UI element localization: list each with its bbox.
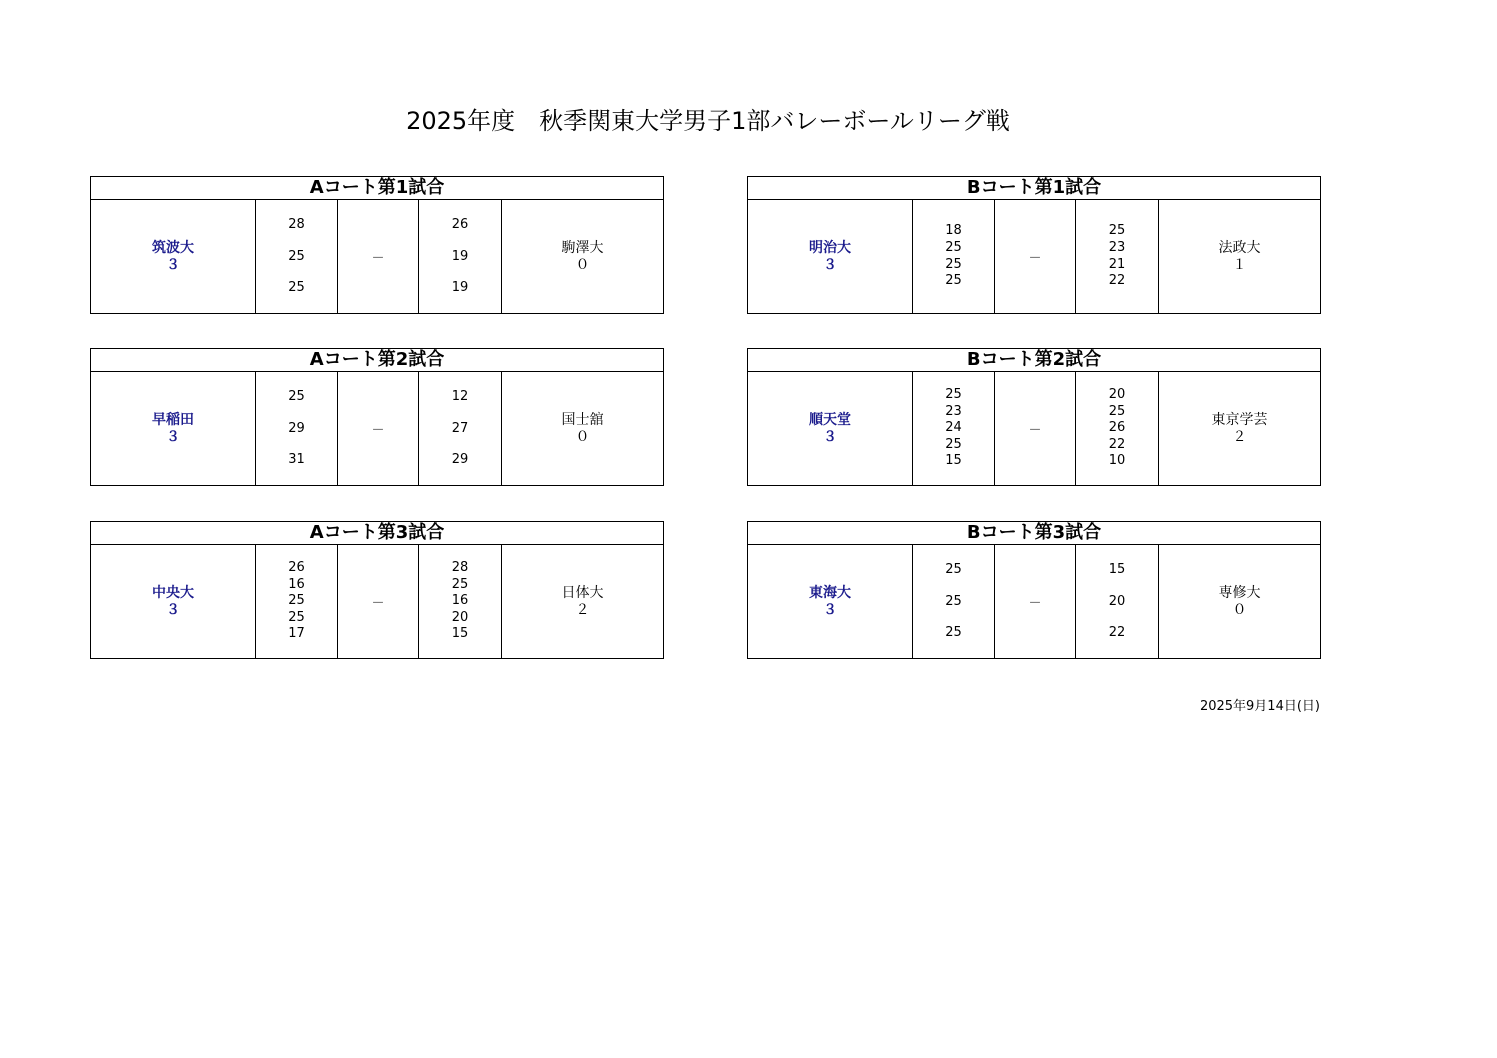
- set-score: 21: [1108, 256, 1126, 272]
- match-header: Bコート第1試合: [748, 177, 1320, 200]
- match-a3: [90, 521, 664, 659]
- sets-won: ０: [1232, 601, 1247, 618]
- set-score: 25: [945, 625, 962, 640]
- set-score: 29: [451, 452, 469, 467]
- home-set-scores: [255, 545, 337, 658]
- set-score: 24: [945, 420, 962, 436]
- sets-won: ２: [575, 601, 590, 618]
- set-score: 16: [451, 593, 469, 609]
- match-b2: [747, 348, 1321, 486]
- away-set-scores: [419, 200, 501, 313]
- away-team: [1158, 200, 1320, 313]
- set-score: 12: [451, 389, 469, 404]
- home-team: [748, 372, 912, 485]
- team-name: 日体大: [561, 584, 604, 601]
- team-name: 専修大: [1218, 584, 1261, 601]
- sets-won: ３: [166, 601, 180, 618]
- match-a2: [90, 348, 664, 486]
- match-header: Aコート第1試合: [91, 177, 663, 200]
- team-name: 早稲田: [152, 411, 194, 428]
- sets-won: ３: [823, 601, 837, 618]
- score-separator: －: [994, 372, 1076, 485]
- home-set-scores: [255, 200, 337, 313]
- match-a1: [90, 176, 664, 314]
- team-name: 筑波大: [152, 239, 194, 256]
- away-set-scores: [1076, 200, 1158, 313]
- team-name: 駒澤大: [561, 239, 604, 256]
- set-score: 19: [451, 248, 469, 264]
- match-date: 2025年9月14日(日): [1199, 699, 1320, 714]
- sets-won: ３: [166, 428, 180, 445]
- team-name: 東京学芸: [1211, 411, 1268, 428]
- set-score: 20: [1108, 387, 1126, 403]
- set-score: 16: [288, 576, 305, 592]
- home-team: [748, 200, 912, 313]
- set-score: 25: [1108, 223, 1126, 239]
- sets-won: ３: [823, 428, 837, 445]
- set-score: 25: [945, 387, 962, 403]
- set-score: 25: [945, 593, 962, 609]
- set-score: 26: [288, 560, 305, 576]
- set-score: 10: [1108, 453, 1126, 469]
- team-name: 中央大: [152, 584, 194, 601]
- set-score: 25: [945, 256, 962, 272]
- set-score: 25: [288, 248, 305, 264]
- sets-won: ２: [1232, 428, 1247, 445]
- away-team: [1158, 545, 1320, 658]
- away-set-scores: [419, 545, 501, 658]
- away-team: [501, 200, 663, 313]
- home-team: [748, 545, 912, 658]
- set-score: 26: [1108, 420, 1126, 436]
- page-title: 2025年度 秋季関東大学男子1部バレーボールリーグ戦: [406, 107, 1010, 135]
- set-score: 29: [288, 420, 305, 436]
- set-score: 28: [451, 560, 469, 576]
- sets-won: ３: [166, 256, 180, 273]
- away-set-scores: [1076, 545, 1158, 658]
- set-score: 23: [945, 403, 962, 419]
- match-header: Bコート第2試合: [748, 349, 1320, 372]
- score-separator: －: [994, 200, 1076, 313]
- set-score: 25: [945, 273, 962, 289]
- set-score: 15: [945, 453, 962, 469]
- away-team: [501, 545, 663, 658]
- sets-won: ０: [575, 428, 590, 445]
- set-score: 25: [288, 593, 305, 609]
- away-team: [501, 372, 663, 485]
- team-name: 明治大: [809, 239, 851, 256]
- home-set-scores: [912, 372, 994, 485]
- set-score: 20: [451, 609, 469, 625]
- score-separator: －: [337, 372, 419, 485]
- team-name: 法政大: [1218, 239, 1261, 256]
- set-score: 25: [451, 576, 469, 592]
- home-team: [91, 545, 255, 658]
- set-score: 22: [1108, 625, 1126, 640]
- home-set-scores: [912, 545, 994, 658]
- set-score: 15: [451, 626, 469, 642]
- team-name: 順天堂: [809, 411, 851, 428]
- away-set-scores: [1076, 372, 1158, 485]
- match-header: Aコート第3試合: [91, 522, 663, 545]
- away-team: [1158, 372, 1320, 485]
- home-team: [91, 200, 255, 313]
- away-set-scores: [419, 372, 501, 485]
- set-score: 17: [288, 626, 305, 642]
- set-score: 22: [1108, 436, 1126, 452]
- set-score: 25: [288, 389, 305, 404]
- home-set-scores: [912, 200, 994, 313]
- sets-won: ０: [575, 256, 590, 273]
- score-separator: －: [337, 545, 419, 658]
- set-score: 20: [1108, 593, 1126, 609]
- set-score: 25: [288, 609, 305, 625]
- sets-won: ３: [823, 256, 837, 273]
- match-b1: [747, 176, 1321, 314]
- set-score: 25: [288, 280, 305, 295]
- set-score: 27: [451, 420, 469, 436]
- home-set-scores: [255, 372, 337, 485]
- score-separator: －: [337, 200, 419, 313]
- team-name: 国士舘: [561, 411, 604, 428]
- set-score: 26: [451, 217, 469, 232]
- sets-won: １: [1232, 256, 1247, 273]
- score-separator: －: [994, 545, 1076, 658]
- set-score: 22: [1108, 273, 1126, 289]
- set-score: 25: [945, 239, 962, 255]
- team-name: 東海大: [809, 584, 851, 601]
- set-score: 18: [945, 223, 962, 239]
- set-score: 25: [1108, 403, 1126, 419]
- match-b3: [747, 521, 1321, 659]
- match-header: Aコート第2試合: [91, 349, 663, 372]
- set-score: 23: [1108, 239, 1126, 255]
- set-score: 19: [451, 280, 469, 295]
- set-score: 25: [945, 562, 962, 577]
- set-score: 31: [288, 452, 305, 467]
- set-score: 28: [288, 217, 305, 232]
- set-score: 15: [1108, 562, 1126, 577]
- home-team: [91, 372, 255, 485]
- match-header: Bコート第3試合: [748, 522, 1320, 545]
- set-score: 25: [945, 436, 962, 452]
